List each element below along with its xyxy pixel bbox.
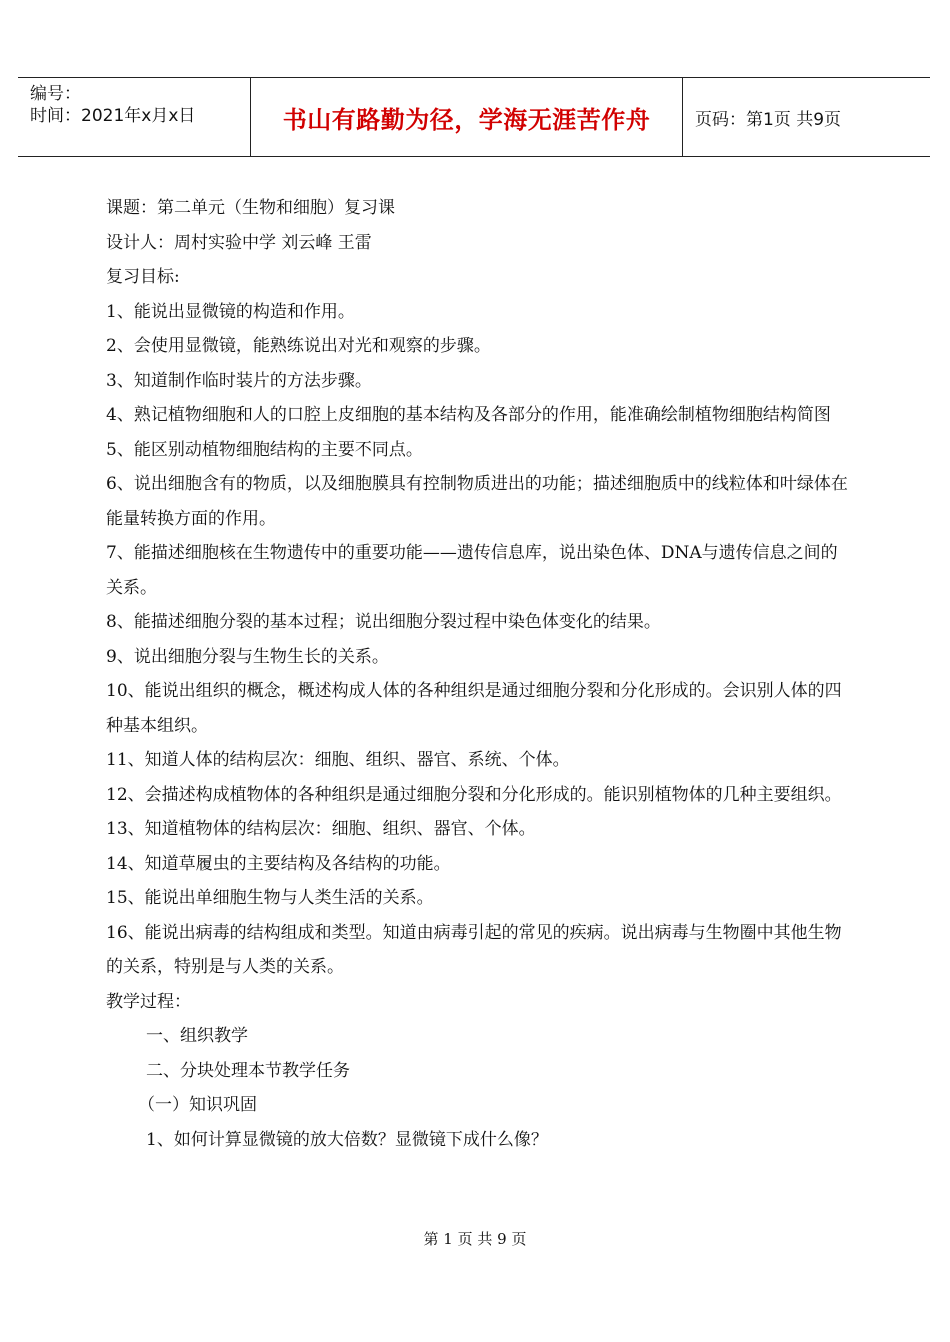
goal-item: 5、能区别动植物细胞结构的主要不同点。 bbox=[106, 439, 423, 460]
sub-section-heading: （一）知识巩固 bbox=[138, 1095, 257, 1115]
designer-line: 设计人：周村实验中学 刘云峰 王雷 bbox=[106, 232, 372, 253]
document-time-label: 时间：2021年x月x日 bbox=[30, 106, 196, 126]
goal-item: 16、能说出病毒的结构组成和类型。知道由病毒引起的常见的疾病。说出病毒与生物圈中其他生物的关系，特别是与人类的关系。 bbox=[106, 922, 842, 977]
goals-heading: 复习目标: bbox=[106, 267, 180, 287]
header-motto: 书山有路勤为径，学海无涯苦作舟 bbox=[282, 105, 651, 134]
goal-item: 1、能说出显微镜的构造和作用。 bbox=[106, 301, 355, 322]
goal-item: 10、能说出组织的概念，概述构成人体的各种组织是通过细胞分裂和分化形成的。会识别人体的四种基本组织。 bbox=[106, 681, 842, 736]
goal-item: 9、说出细胞分裂与生物生长的关系。 bbox=[106, 646, 389, 667]
goal-item: 14、知道草履虫的主要结构及各结构的功能。 bbox=[106, 853, 451, 874]
process-step-2: 二、分块处理本节教学任务 bbox=[146, 1060, 350, 1081]
goal-item: 11、知道人体的结构层次：细胞、组织、器官、系统、个体。 bbox=[106, 750, 570, 770]
header-motto-cell bbox=[251, 78, 683, 156]
goal-item: 6、说出细胞含有的物质，以及细胞膜具有控制物质进出的功能；描述细胞质中的线粒体和叶绿体在能量转换方面的作用。 bbox=[106, 474, 848, 529]
header-meta-cell bbox=[18, 78, 251, 156]
goal-item: 15、能说出单细胞生物与人类生活的关系。 bbox=[106, 888, 434, 908]
process-heading: 教学过程： bbox=[106, 991, 191, 1012]
document-header bbox=[18, 77, 930, 157]
goal-item: 4、熟记植物细胞和人的口腔上皮细胞的基本结构及各部分的作用，能准确绘制植物细胞结构简图 bbox=[106, 405, 831, 425]
question-1: 1、如何计算显微镜的放大倍数？显微镜下成什么像？ bbox=[146, 1129, 548, 1150]
page-footer: 第 1 页 共 9 页 bbox=[423, 1230, 527, 1248]
goal-item: 7、能描述细胞核在生物遗传中的重要功能——遗传信息库，说出染色体、DNA与遗传信息之间的关系。 bbox=[106, 543, 838, 598]
goal-item: 8、能描述细胞分裂的基本过程；说出细胞分裂过程中染色体变化的结果。 bbox=[106, 612, 661, 632]
header-page-cell bbox=[683, 78, 930, 156]
goal-item: 12、会描述构成植物体的各种组织是通过细胞分裂和分化形成的。能识别植物体的几种主要组织。 bbox=[106, 784, 842, 805]
process-step-1: 一、组织教学 bbox=[146, 1026, 248, 1046]
document-body bbox=[106, 191, 848, 1157]
lesson-title: 课题：第二单元（生物和细胞）复习课 bbox=[106, 198, 395, 218]
goal-item: 3、知道制作临时装片的方法步骤。 bbox=[106, 370, 372, 391]
goal-item: 2、会使用显微镜，能熟练说出对光和观察的步骤。 bbox=[106, 336, 491, 356]
goal-item: 13、知道植物体的结构层次：细胞、组织、器官、个体。 bbox=[106, 819, 536, 839]
document-number-label: 编号： bbox=[30, 84, 81, 104]
header-page-label: 页码：第1页 共9页 bbox=[695, 109, 842, 130]
